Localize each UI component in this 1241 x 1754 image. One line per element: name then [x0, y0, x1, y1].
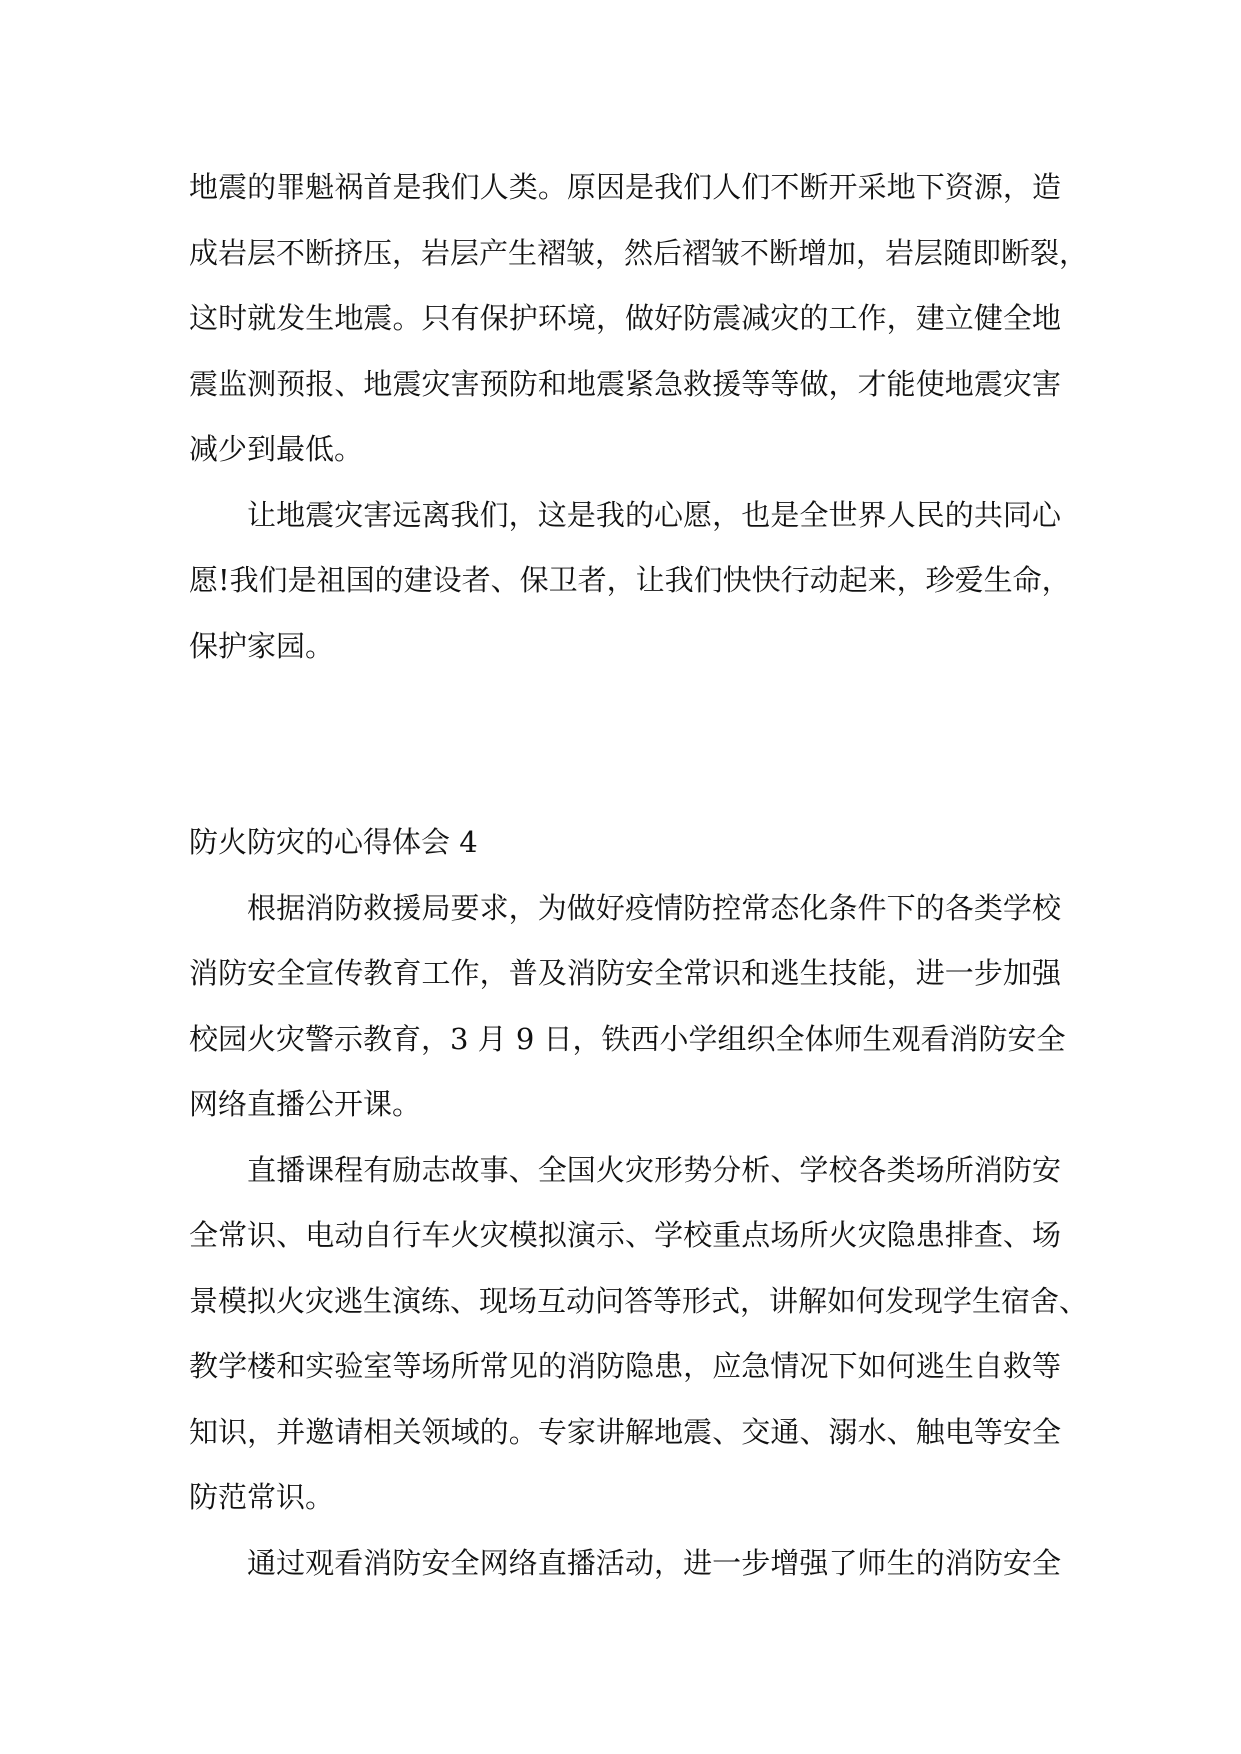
section-spacer	[189, 679, 1061, 810]
text-line: 地震的罪魁祸首是我们人类。原因是我们人们不断开采地下资源，造	[189, 170, 1061, 204]
text-line: 通过观看消防安全网络直播活动，进一步增强了师生的消防安全	[247, 1545, 1061, 1580]
paragraph-earthquake-cause	[189, 155, 1089, 483]
text-line: 保护家园。	[189, 628, 335, 663]
text-line: 教学楼和实验室等场所常见的消防隐患，应急情况下如何逃生自救等	[189, 1349, 1061, 1383]
text-line: 消防安全宣传教育工作，普及消防安全常识和逃生技能，进一步加强	[189, 956, 1061, 990]
paragraph-outcome	[189, 1531, 1061, 1597]
text-line: 全常识、电动自行车火灾模拟演示、学校重点场所火灾隐患排查、场	[189, 1218, 1061, 1252]
text-line: 震监测预报、地震灾害预防和地震紧急救援等等做，才能使地震灾害	[189, 366, 1061, 401]
text-line: 网络直播公开课。	[189, 1087, 422, 1121]
paragraph-fire-requirement	[189, 876, 1066, 1138]
text-line: 让地震灾害远离我们，这是我的心愿，也是全世界人民的共同心	[247, 497, 1061, 532]
text-line: 校园火灾警示教育，3 月 9 日，铁西小学组织全体师生观看消防安全	[189, 1021, 1066, 1056]
text-line: 成岩层不断挤压，岩层产生褶皱，然后褶皱不断增加，岩层随即断裂，	[189, 235, 1089, 270]
text-line: 这时就发生地震。只有保护环境，做好防震减灾的工作，建立健全地	[189, 301, 1061, 335]
paragraph-broadcast-content	[189, 1138, 1089, 1531]
text-line: 知识，并邀请相关领域的。专家讲解地震、交通、溺水、触电等安全	[189, 1414, 1061, 1449]
text-line: 景模拟火灾逃生演练、现场互动问答等形式，讲解如何发现学生宿舍、	[189, 1283, 1089, 1318]
section-heading	[189, 810, 1061, 876]
text-line: 愿!我们是祖国的建设者、保卫者，让我们快快行动起来，珍爱生命，	[189, 563, 1071, 597]
text-line: 防范常识。	[189, 1480, 335, 1514]
text-line: 直播课程有励志故事、全国火灾形势分析、学校各类场所消防安	[247, 1152, 1061, 1187]
heading-text: 防火防灾的心得体会 4	[189, 825, 478, 859]
text-line: 根据消防救援局要求，为做好疫情防控常态化条件下的各类学校	[247, 890, 1061, 925]
text-line: 减少到最低。	[189, 432, 364, 466]
paragraph-wish	[189, 483, 1071, 680]
document-body	[189, 155, 1089, 1596]
